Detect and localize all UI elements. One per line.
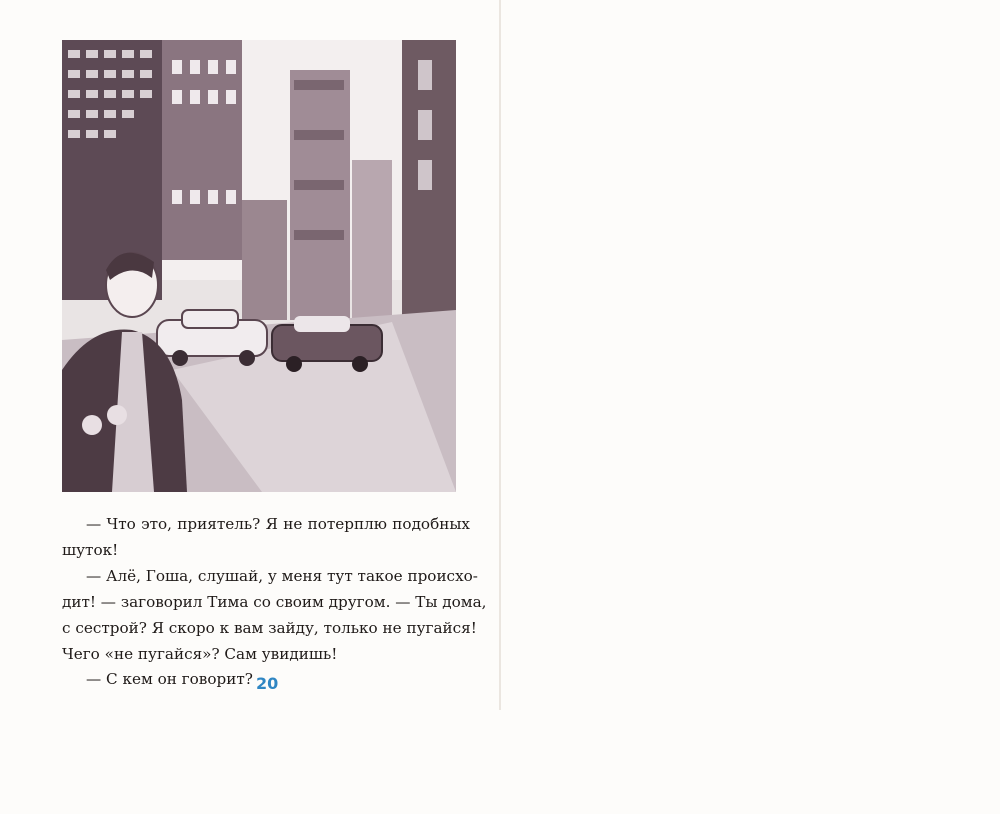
city-street-illustration [62, 40, 456, 492]
right-page [500, 0, 1000, 710]
left-page [0, 0, 500, 710]
text-line: с сестрой? Я скоро к вам зайду, только не пугайся! [62, 618, 477, 637]
text-line: — С кем он говорит? [86, 670, 253, 689]
left-page-text [62, 512, 487, 693]
page-number: 20 [256, 674, 279, 693]
text-line: — Что это, приятель? Я не потерплю подобных [86, 515, 470, 533]
text-line: дит! — заговорил Тима со своим другом. — Ты дома, [62, 592, 487, 611]
text-line: шуток! [62, 540, 119, 559]
text-line: — Алё, Гоша, слушай, у меня тут такое происхо- [86, 566, 478, 585]
text-line: Чего «не пугайся»? Сам увидишь! [62, 644, 338, 663]
